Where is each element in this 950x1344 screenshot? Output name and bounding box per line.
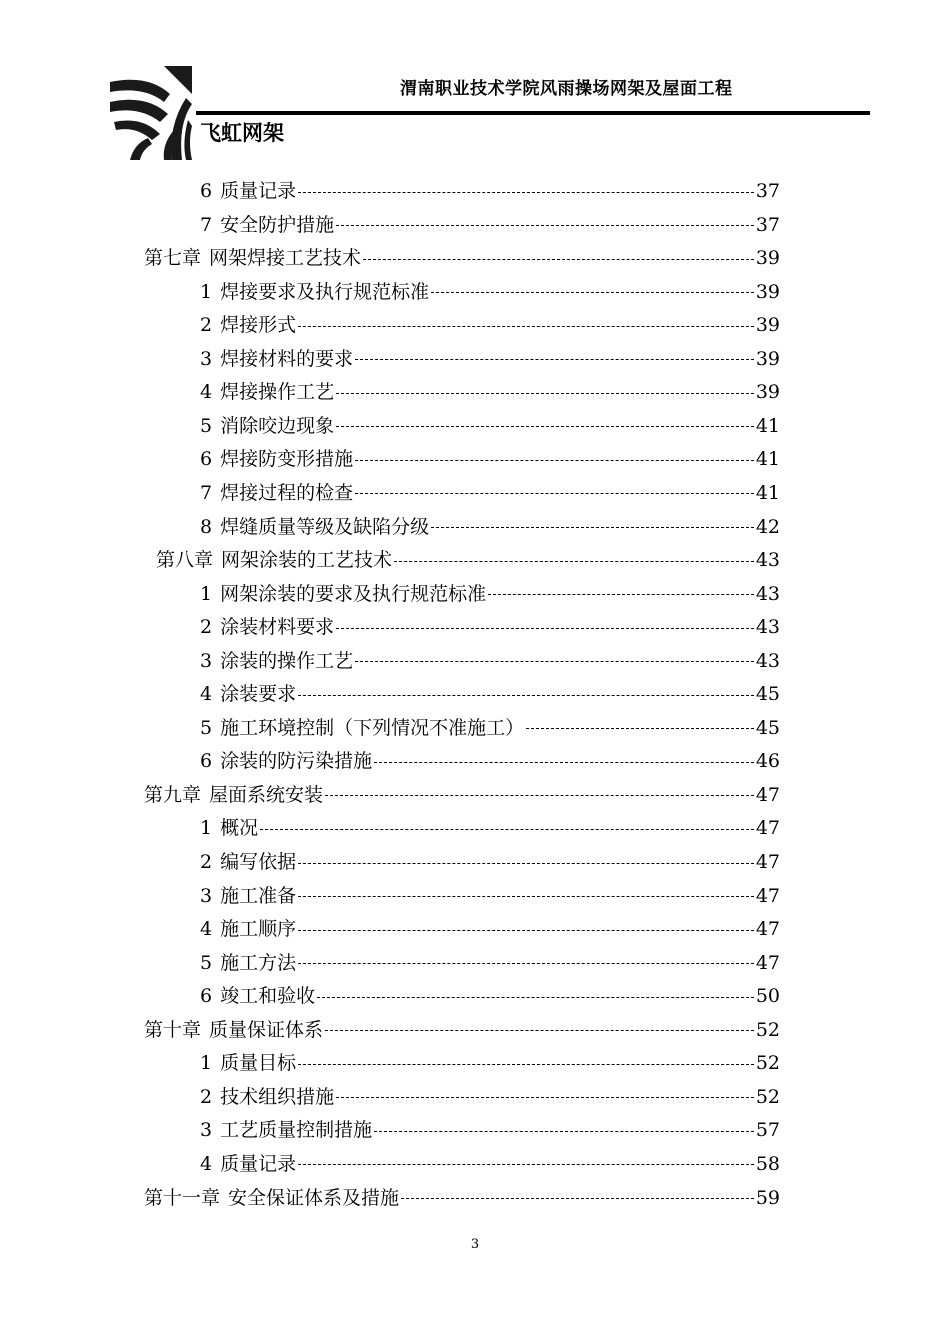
toc-section-row[interactable]: [200, 577, 780, 611]
toc-entry-page: 52: [755, 1052, 780, 1075]
toc-section-row[interactable]: [200, 308, 780, 342]
toc-leader-dashes: [363, 259, 754, 260]
toc-section-row[interactable]: [200, 610, 780, 644]
toc-section-row[interactable]: [200, 845, 780, 879]
toc-entry-title: 涂装的防污染措施: [220, 750, 373, 773]
toc-section-row[interactable]: [200, 811, 780, 845]
toc-entry-page: 47: [755, 783, 780, 806]
toc-entry-page: 47: [755, 851, 780, 873]
toc-leader-dashes: [298, 863, 754, 864]
toc-leader-dashes: [298, 896, 754, 897]
toc-entry-page: 41: [755, 481, 780, 504]
toc-leader-dashes: [526, 728, 754, 729]
toc-entry-number: 6: [200, 448, 213, 471]
toc-leader-dashes: [336, 1097, 754, 1098]
toc-entry-page: 41: [755, 414, 780, 437]
toc-entry-title: 焊接操作工艺: [220, 381, 335, 404]
toc-leader-dashes: [374, 1131, 754, 1132]
toc-section-row[interactable]: [200, 1147, 780, 1181]
toc-leader-dashes: [298, 963, 754, 964]
toc-section-row[interactable]: [200, 677, 780, 711]
toc-chapter-row[interactable]: [156, 543, 780, 577]
toc-entry-title: 安全保证体系及措施: [228, 1186, 400, 1209]
toc-entry-page: 57: [755, 1119, 780, 1142]
toc-leader-dashes: [355, 460, 754, 461]
toc-entry-number: 第八章: [156, 549, 214, 572]
toc-section-row[interactable]: [200, 979, 780, 1013]
toc-entry-title: 质量目标: [220, 1052, 297, 1075]
toc-entry-page: 52: [755, 1018, 780, 1041]
toc-entry-number: 3: [200, 884, 213, 907]
toc-entry-page: 37: [755, 213, 780, 236]
toc-entry-title: 网架涂装的工艺技术: [221, 549, 393, 572]
brand-name: 飞虹网架: [200, 121, 284, 145]
toc-entry-title: 涂装材料要求: [220, 616, 335, 639]
toc-entry-title: 质量记录: [220, 1152, 297, 1175]
feihong-logo-icon: [108, 64, 192, 160]
toc-entry-title: 技术组织措施: [220, 1085, 335, 1108]
toc-section-row[interactable]: [200, 342, 780, 376]
toc-entry-title: 竣工和验收: [220, 985, 316, 1008]
toc-entry-page: 47: [755, 918, 780, 941]
toc-entry-number: 2: [200, 1085, 213, 1108]
toc-entry-number: 第十章: [144, 1018, 202, 1041]
toc-entry-number: 4: [200, 918, 213, 941]
toc-entry-title: 施工准备: [220, 884, 297, 907]
toc-entry-number: 7: [200, 481, 213, 504]
toc-entry-title: 焊接要求及执行规范标准: [220, 280, 430, 303]
header-project-title: 渭南职业技术学院风雨操场网架及屋面工程: [400, 79, 733, 99]
toc-entry-number: 8: [200, 515, 213, 538]
toc-entry-title: 网架焊接工艺技术: [209, 247, 362, 270]
toc-entry-page: 50: [755, 985, 780, 1008]
toc-leader-dashes: [298, 695, 754, 696]
toc-leader-dashes: [336, 628, 754, 629]
toc-section-row[interactable]: [200, 476, 780, 510]
toc-leader-dashes: [401, 1198, 754, 1199]
toc-section-row[interactable]: [200, 208, 780, 242]
header-divider: [196, 111, 870, 115]
toc-entry-page: 39: [755, 247, 780, 270]
toc-entry-number: 2: [200, 851, 213, 873]
page-number: 3: [470, 1237, 480, 1252]
toc-entry-title: 施工环境控制（下列情况不准施工）: [220, 716, 525, 739]
toc-section-row[interactable]: [200, 174, 780, 208]
toc-entry-number: 1: [200, 1052, 213, 1075]
toc-leader-dashes: [298, 1064, 754, 1065]
toc-entry-page: 43: [755, 616, 780, 639]
toc-entry-page: 37: [755, 180, 780, 202]
toc-entry-title: 工艺质量控制措施: [220, 1119, 373, 1142]
toc-entry-number: 1: [200, 817, 213, 840]
toc-entry-number: 1: [200, 280, 213, 303]
toc-entry-number: 5: [200, 716, 213, 739]
toc-entry-page: 58: [755, 1152, 780, 1175]
toc-entry-title: 涂装要求: [220, 683, 297, 706]
toc-entry-title: 焊接材料的要求: [220, 347, 354, 370]
toc-entry-page: 41: [755, 448, 780, 471]
toc-entry-title: 消除咬边现象: [220, 414, 335, 437]
toc-leader-dashes: [355, 493, 754, 494]
toc-section-row[interactable]: [200, 1046, 780, 1080]
toc-entry-number: 4: [200, 683, 213, 706]
toc-leader-dashes: [355, 359, 754, 360]
toc-leader-dashes: [298, 192, 754, 193]
toc-leader-dashes: [298, 1164, 754, 1165]
toc-entry-number: 3: [200, 649, 213, 672]
toc-entry-page: 39: [755, 347, 780, 370]
toc-entry-number: 6: [200, 750, 213, 773]
toc-section-row[interactable]: [200, 912, 780, 946]
toc-entry-page: 43: [755, 582, 780, 605]
toc-entry-title: 施工方法: [220, 951, 297, 974]
toc-entry-number: 3: [200, 1119, 213, 1142]
toc-leader-dashes: [394, 561, 754, 562]
toc-chapter-row[interactable]: [144, 778, 780, 812]
toc-entry-title: 焊接形式: [220, 314, 297, 337]
toc-leader-dashes: [317, 997, 754, 998]
toc-section-row[interactable]: [200, 375, 780, 409]
toc-entry-number: 第十一章: [144, 1186, 221, 1209]
toc-section-row[interactable]: [200, 644, 780, 678]
toc-leader-dashes: [325, 1030, 754, 1031]
toc-entry-title: 涂装的操作工艺: [220, 649, 354, 672]
toc-entry-page: 45: [755, 716, 780, 739]
toc-leader-dashes: [336, 426, 754, 427]
toc-entry-title: 质量记录: [220, 180, 297, 202]
toc-entry-title: 焊接防变形措施: [220, 448, 354, 471]
toc-entry-title: 安全防护措施: [220, 213, 335, 236]
toc-entry-title: 屋面系统安装: [209, 783, 324, 806]
toc-entry-title: 编写依据: [220, 851, 297, 873]
toc-entry-page: 52: [755, 1085, 780, 1108]
toc-entry-number: 3: [200, 347, 213, 370]
toc-leader-dashes: [325, 795, 754, 796]
toc-chapter-row[interactable]: [144, 1181, 780, 1215]
toc-entry-title: 质量保证体系: [209, 1018, 324, 1041]
toc-entry-number: 4: [200, 1152, 213, 1175]
toc-leader-dashes: [431, 527, 754, 528]
toc-entry-title: 网架涂装的要求及执行规范标准: [220, 582, 487, 605]
toc-section-row[interactable]: [200, 711, 780, 745]
toc-section-row[interactable]: [200, 744, 780, 778]
toc-entry-number: 7: [200, 213, 213, 236]
toc-entry-page: 43: [755, 549, 780, 572]
toc-section-row[interactable]: [200, 1113, 780, 1147]
toc-leader-dashes: [431, 292, 754, 293]
toc-entry-title: 施工顺序: [220, 918, 297, 941]
toc-chapter-row[interactable]: [144, 241, 780, 275]
toc-entry-page: 43: [755, 649, 780, 672]
toc-leader-dashes: [336, 225, 754, 226]
toc-entry-number: 第七章: [144, 247, 202, 270]
toc-entry-number: 5: [200, 414, 213, 437]
toc-leader-dashes: [488, 594, 754, 595]
toc-entry-number: 4: [200, 381, 213, 404]
toc-section-row[interactable]: [200, 442, 780, 476]
toc-section-row[interactable]: [200, 510, 780, 544]
toc-section-row[interactable]: [200, 275, 780, 309]
toc-entry-page: 45: [755, 683, 780, 706]
toc-entry-title: 焊接过程的检查: [220, 481, 354, 504]
toc-entry-title: 焊缝质量等级及缺陷分级: [220, 515, 430, 538]
toc-section-row[interactable]: [200, 879, 780, 913]
toc-entry-number: 6: [200, 985, 213, 1008]
toc-leader-dashes: [298, 930, 754, 931]
toc-entry-number: 1: [200, 582, 213, 605]
toc-entry-page: 39: [755, 381, 780, 404]
toc-leader-dashes: [336, 393, 754, 394]
toc-entry-page: 39: [755, 314, 780, 337]
toc-leader-dashes: [260, 829, 754, 830]
toc-section-row[interactable]: [200, 409, 780, 443]
toc-leader-dashes: [355, 661, 754, 662]
toc-chapter-row[interactable]: [144, 1013, 780, 1047]
toc-section-row[interactable]: [200, 1080, 780, 1114]
toc-leader-dashes: [374, 762, 754, 763]
toc-entry-page: 42: [755, 515, 780, 538]
toc-entry-page: 39: [755, 280, 780, 303]
toc-entry-page: 47: [755, 951, 780, 974]
toc-entry-number: 2: [200, 314, 213, 337]
toc-entry-page: 47: [755, 884, 780, 907]
toc-entry-number: 第九章: [144, 783, 202, 806]
toc-entry-page: 47: [755, 817, 780, 840]
toc-entry-title: 概况: [220, 817, 259, 840]
toc-entry-number: 2: [200, 616, 213, 639]
toc-entry-page: 46: [755, 750, 780, 773]
toc-leader-dashes: [298, 326, 754, 327]
toc-entry-number: 5: [200, 951, 213, 974]
toc-entry-number: 6: [200, 180, 213, 202]
toc-entry-page: 59: [755, 1186, 780, 1209]
toc-section-row[interactable]: [200, 946, 780, 980]
